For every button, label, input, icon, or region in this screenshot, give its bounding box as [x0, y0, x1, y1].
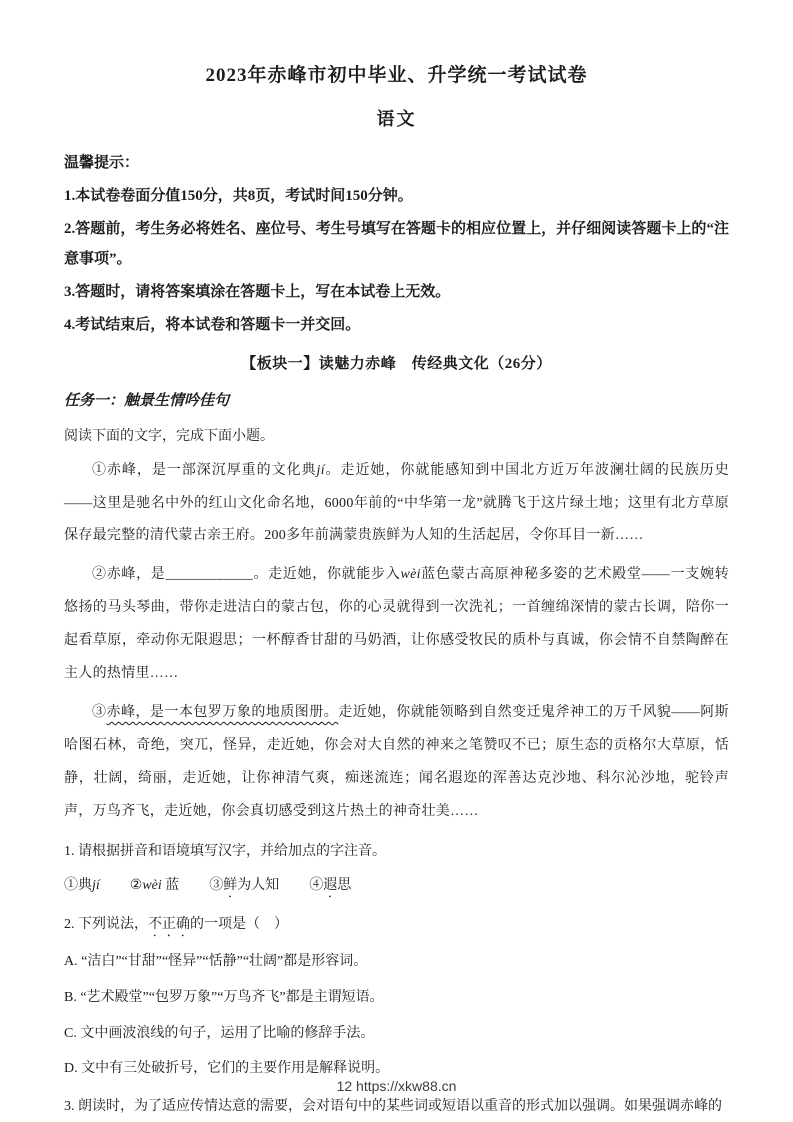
question-2-option-c: C. 文中画波浪线的句子，运用了比喻的修辞手法。 [64, 1025, 375, 1041]
notice-item-3: 3.答题时，请将答案填涂在答题卡上，写在本试卷上无效。 [64, 283, 451, 300]
q1-item-3-text: 为人知 [237, 878, 280, 894]
question-2-option-b: B. “艺术殿堂”“包罗万象”“万鸟齐飞”都是主谓短语。 [64, 990, 384, 1006]
q1-item-1-pinyin: jí [92, 878, 100, 894]
notice-heading: 温馨提示： [64, 155, 140, 171]
para1-pinyin: jí [316, 462, 325, 478]
notice-item-1: 1.本试卷卷面分值150分，共8页，考试时间150分钟。 [64, 187, 413, 204]
q1-item-4-text: 思 [337, 878, 352, 894]
q1-item-2-number: ② [129, 878, 143, 894]
q2-stem-pre: 2. 下列说法， [64, 917, 148, 933]
exam-title: 2023年赤峰市初中毕业、升学统一考试试卷 [205, 65, 588, 86]
section-heading: 【板块一】读魅力赤峰 传经典文化（26分） [241, 355, 552, 372]
q1-item-2-pinyin: wèi [142, 878, 162, 894]
task-heading: 任务一：触景生情吟佳句 [64, 392, 230, 409]
q1-item-4-dotted-char: 遐 [323, 878, 338, 894]
notice-block [64, 149, 729, 340]
question-1-stem: 1. 请根据拼音和语境填写汉字，并给加点的字注音。 [64, 844, 386, 860]
passage-para-3 [64, 697, 729, 829]
question-2-option-a: A. “洁白”“甘甜”“怪异”“恬静”“壮阔”都是形容词。 [64, 954, 368, 970]
page-footer-watermark: 12 https://xkw88.cn [336, 1078, 457, 1094]
q2-stem-emphasized: 不正确 [148, 917, 190, 933]
question-1-items [64, 872, 729, 901]
passage-intro: 阅读下面的文字，完成下面小题。 [64, 428, 274, 444]
question-2-option-d: D. 文中有三处破折号，它们的主要作用是解释说明。 [64, 1061, 390, 1077]
para1-text-post: 。走近她，你就能感知到中国北方近万年波澜壮阔的民族历史——这里是驰名中外的红山文化命名地，6000年前的“中华第一龙”就腾飞于这片绿土地；这里有北方草原保存最完整的清代蒙古亲王府。200多年前满蒙贵族鲜为人知的生活起居，令你耳目一新…… [64, 462, 729, 544]
para3-number: ③ [92, 704, 107, 720]
q2-stem-post: 的一项是（ ） [190, 917, 288, 933]
para3-text-post: 走近她，你就能领略到自然变迁鬼斧神工的万千风貌——阿斯哈图石林，奇绝，突兀，怪异，走近她，你会对大自然的神来之笔赞叹不已；原生态的贡格尔大草原，恬静，壮阔，绮丽，走近她，让你神清气爽，痴迷流连；闻名遐迩的浑善达克沙地、科尔沁沙地，驼铃声声，万鸟齐飞，走近她，你会真切感受到这片热土的神奇壮美…… [64, 704, 729, 819]
q1-item-3-number: ③ [209, 878, 224, 894]
notice-item-2: 2.答题前，考生务必将姓名、座位号、考生号填写在答题卡的相应位置上，并仔细阅读答题卡上的“注意事项”。 [64, 220, 729, 267]
q1-item-1 [64, 878, 100, 893]
notice-item-4: 4.考试结束后，将本试卷和答题卡一并交回。 [64, 316, 361, 333]
passage-para-1 [64, 455, 729, 554]
q1-item-4 [309, 878, 351, 893]
passage-para-2 [64, 559, 729, 691]
q1-item-4-number: ④ [309, 878, 324, 894]
q1-item-3 [209, 878, 279, 893]
q1-item-1-text: ①典 [64, 878, 92, 894]
question-3-stem: 3. 朗读时，为了适应传情达意的需要，会对语句中的某些词或短语以重音的形式加以强调。如果强调赤峰的 [64, 1098, 722, 1114]
exam-subject: 语文 [376, 109, 417, 129]
para2-text-pre: ②赤峰，是____________。走近她，你就能步入 [92, 567, 401, 583]
q1-item-2-text: 蓝 [161, 878, 180, 894]
question-2-stem [64, 911, 729, 940]
para1-text-pre: ①赤峰，是一部深沉厚重的文化典 [92, 462, 317, 478]
para2-pinyin: wèi [400, 567, 421, 583]
para3-wavy-underlined-sentence: 赤峰，是一本包罗万象的地质图册。 [106, 704, 339, 720]
q1-item-2 [130, 878, 180, 893]
para2-text-post: 蓝色蒙古高原神秘多姿的艺术殿堂——一支婉转悠扬的马头琴曲，带你走进洁白的蒙古包，你的心灵就得到一次洗礼；一首缠绵深情的蒙古长调，陪你一起看草原，牵动你无限遐思；一杯醇香甘甜的马奶酒，让你感受牧民的质朴与真诚，你会情不自禁陶醉在主人的热情里…… [64, 567, 729, 682]
q1-item-3-dotted-char: 鲜 [223, 878, 238, 894]
